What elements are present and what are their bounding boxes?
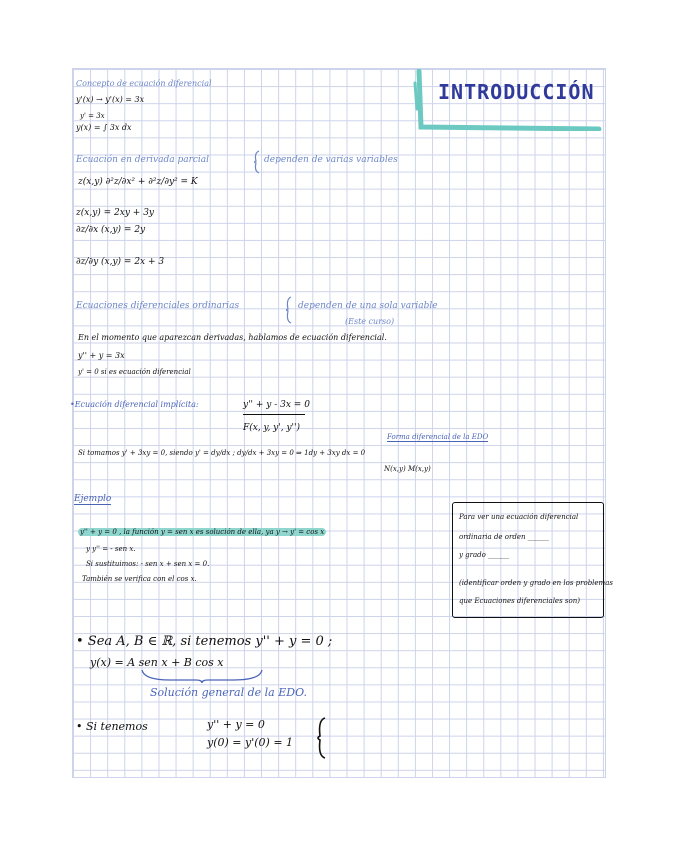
concept-eq3: y(x) = ∫ 3x dx (76, 123, 132, 132)
partial-eq4: ∂z/∂y (x,y) = 2x + 3 (76, 257, 165, 267)
ode-eq1: y'' + y = 3x (78, 351, 125, 360)
cond-l1: • Si tenemos (76, 720, 148, 733)
edo-form-label: Forma diferencial de la EDO (387, 433, 489, 441)
concept-heading: Concepto de ecuación diferencial (76, 79, 212, 88)
ordinary-heading: Ecuaciones diferenciales ordinarias (76, 301, 240, 311)
note-box (452, 502, 613, 618)
implicit-form: F(x, y, y', y'') (243, 423, 300, 433)
example-l2: y y'' = - sen x. (86, 545, 136, 553)
box-l3: y grado ______ (459, 551, 510, 559)
implicit-eq: y'' + y - 3x = 0 (243, 400, 310, 410)
take-sub: N(x,y) M(x,y) (384, 465, 431, 473)
brace-icon (314, 716, 328, 760)
example-heading: Ejemplo (74, 494, 112, 504)
box-l1: Para ver una ecuación diferencial (459, 513, 579, 521)
implicit-divider (243, 414, 305, 415)
brace-icon (252, 150, 262, 174)
concept-eq1: y'(x) → y'(x) = 3x (76, 95, 145, 104)
general-l1: • Sea A, B ∈ ℝ, si tenemos y'' + y = 0 ; (76, 634, 333, 649)
cond-eq2: y(0) = y'(0) = 1 (207, 736, 294, 749)
ordinary-note: dependen de una sola variable (298, 301, 438, 311)
ordinary-note2: (Este curso) (345, 317, 395, 326)
partial-eq3: ∂z/∂x (x,y) = 2y (76, 225, 146, 235)
partial-heading: Ecuación en derivada parcial (76, 155, 210, 165)
general-l2: y(x) = A sen x + B cos x (90, 656, 224, 669)
example-l3: Si sustituimos: - sen x + sen x = 0. (86, 560, 210, 568)
box-l2: ordinaria de orden ______ (459, 533, 549, 541)
moment-line: En el momento que aparezcan derivadas, hablamos de ecuación diferencial. (78, 333, 387, 342)
partial-eq2: z(x,y) = 2xy + 3y (76, 208, 155, 218)
implicit-heading: •Ecuación diferencial implícita: (70, 400, 199, 409)
take-line: Si tomamos y' + 3xy = 0, siendo y' = dy/dx ; dy/dx + 3xy = 0 ⇒ 1dy + 3xy dx = 0 (78, 449, 366, 457)
cond-eq1: y'' + y = 0 (207, 718, 265, 731)
partial-eq1: z(x,y) ∂²z/∂x² + ∂²z/∂y² = K (78, 177, 198, 187)
page-title: INTRODUCCIÓN (438, 80, 595, 104)
partial-note: dependen de varias variables (264, 155, 398, 165)
box-l4: (identificar orden y grado en los problemas (459, 579, 613, 587)
underbrace-icon (140, 668, 264, 684)
example-l1 (78, 528, 326, 536)
general-label: Solución general de la EDO. (150, 686, 307, 699)
example-l4: También se verifica con el cos x. (82, 575, 197, 583)
ode-eq2: y' = 0 si es ecuación diferencial (78, 368, 191, 376)
concept-eq2: y' = 3x (80, 112, 105, 120)
brace-icon (284, 296, 294, 324)
example-l1-text: y'' + y = 0 , la función y = sen x es solución de ella, ya y → y' = cos x (80, 528, 325, 536)
box-l5: que Ecuaciones diferenciales son) (459, 597, 580, 605)
